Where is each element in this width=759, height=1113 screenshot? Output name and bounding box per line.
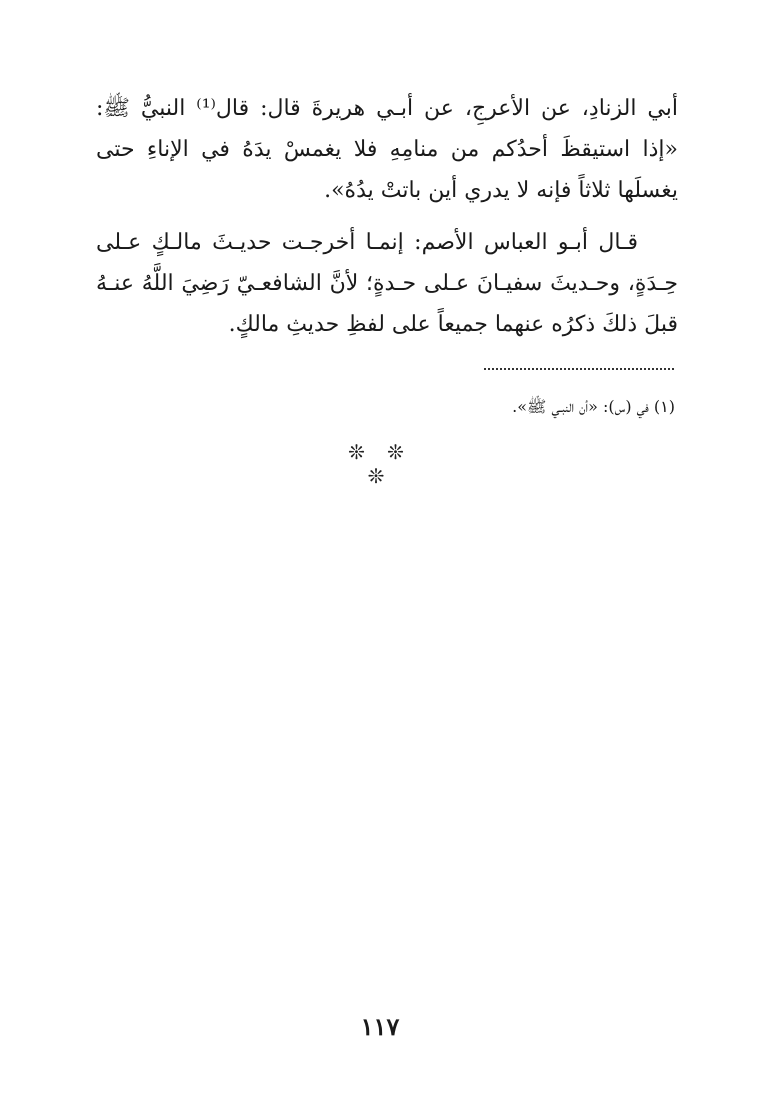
page-number: ١١٧	[360, 1012, 400, 1041]
footnote-separator	[484, 368, 674, 370]
section-ornament: ❊ ❊ ❊	[348, 440, 412, 488]
paragraph-hadith-text: أبي الزنادِ، عن الأعرجِ، عن أبـي هريرةَ قال: قال⁽¹⁾ النبيُّ ﷺ: «إذا استيقظَ أحدُكم من منامِهِ فلا يغمسْ يدَهُ في الإناءِ حتى يغسلَها ثلاثاً فإنه لا يدري أين باتتْ يدُهُ».	[96, 96, 678, 203]
footnote: (١) في (س): «أن النبـي ﷺ».	[512, 397, 675, 416]
paragraph-commentary-text: قـال أبـو العباس الأصم: إنمـا أخرجـت حديـثَ مالـكٍ عـلى حِـدَةٍ، وحـديثَ سفيـانَ عـلى حـدةٍ؛ لأنَّ الشافعـيّ رَضِيَ اللَّهُ عنـهُ قبلَ ذلكَ ذكرُه عنهما جميعاً على لفظِ حديثِ مالكٍ.	[96, 230, 678, 337]
